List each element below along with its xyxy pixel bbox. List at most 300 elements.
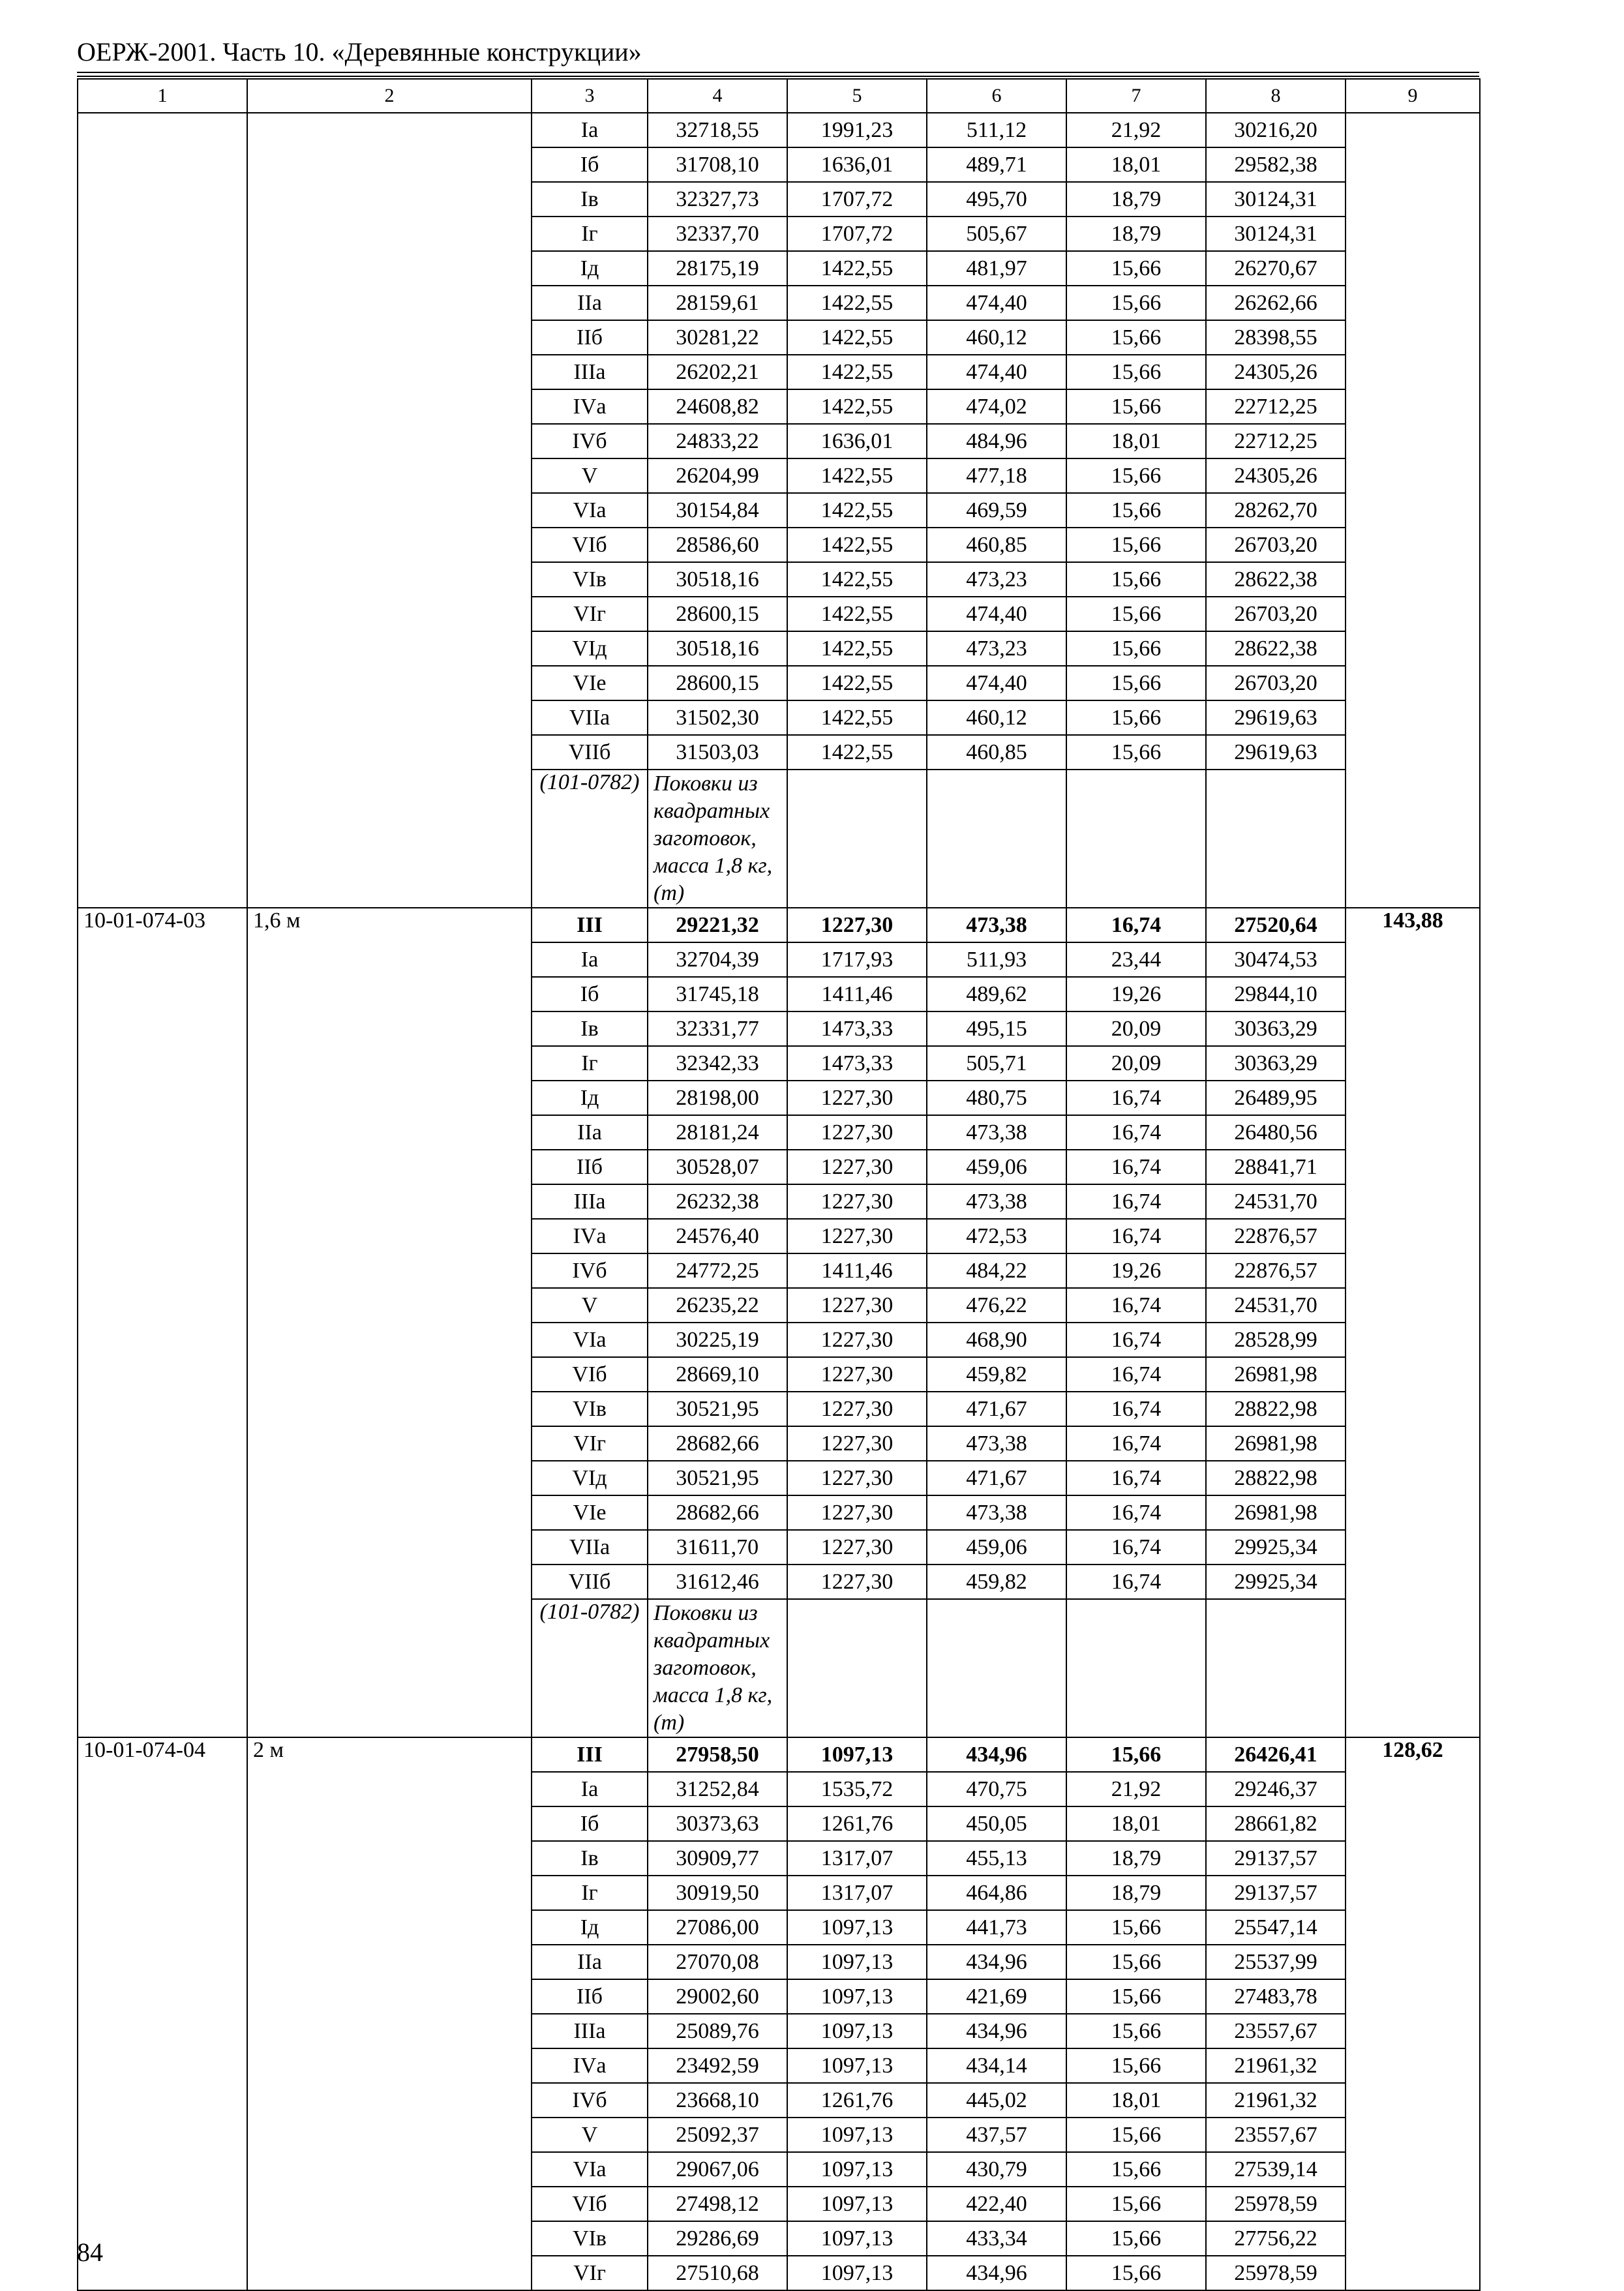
zone-cell: III <box>532 1737 648 1772</box>
value-cell-c5: 1422,55 <box>787 320 927 355</box>
item-code: 10-01-074-04 <box>83 1738 205 1762</box>
value-cell-c4: 26235,22 <box>648 1288 787 1323</box>
value-cell-c4: 31502,30 <box>648 700 787 735</box>
value-cell-c8: 30363,29 <box>1206 1046 1346 1081</box>
value-cell-c7: 15,66 <box>1066 251 1206 286</box>
value-cell-c7: 23,44 <box>1066 942 1206 977</box>
value-cell-c7: 15,66 <box>1066 1910 1206 1945</box>
value-cell-c6: 434,96 <box>927 2256 1066 2290</box>
column-number: 8 <box>1206 79 1346 113</box>
value-cell-c6: 473,38 <box>927 1495 1066 1530</box>
material-name: Поковки из квадратных заготовок, масса 1,8 кг, (т) <box>648 1599 787 1737</box>
value-cell-c8: 26262,66 <box>1206 286 1346 320</box>
value-cell-c8: 26480,56 <box>1206 1115 1346 1150</box>
value-cell-c6: 473,23 <box>927 562 1066 597</box>
value-cell-c6: 473,38 <box>927 1184 1066 1219</box>
zone-cell: IIб <box>532 1150 648 1184</box>
value-cell-c5: 1097,13 <box>787 2221 927 2256</box>
zone-cell: Iб <box>532 977 648 1011</box>
value-cell-c8: 29844,10 <box>1206 977 1346 1011</box>
value-cell-c4: 30909,77 <box>648 1841 787 1876</box>
table-row <box>78 1737 1480 1772</box>
value-cell-c4: 29002,60 <box>648 1979 787 2014</box>
zone-cell: IIа <box>532 286 648 320</box>
item-code: 10-01-074-03 <box>83 908 205 933</box>
value-cell-c7: 15,66 <box>1066 355 1206 389</box>
zone-cell: Iб <box>532 1806 648 1841</box>
value-cell-c8: 29246,37 <box>1206 1772 1346 1806</box>
value-cell-c6: 473,38 <box>927 908 1066 942</box>
value-cell-c8: 28822,98 <box>1206 1461 1346 1495</box>
value-cell-c5: 1991,23 <box>787 113 927 147</box>
value-cell <box>1206 1599 1346 1737</box>
value-cell-c8: 27539,14 <box>1206 2152 1346 2187</box>
zone-cell: V <box>532 1288 648 1323</box>
value-cell-c4: 32704,39 <box>648 942 787 977</box>
code-cell <box>78 908 247 1737</box>
zone-cell: Iд <box>532 251 648 286</box>
value-cell-c8: 26426,41 <box>1206 1737 1346 1772</box>
zone-cell: VIд <box>532 1461 648 1495</box>
value-cell-c5: 1227,30 <box>787 1323 927 1357</box>
value-cell-c7: 15,66 <box>1066 389 1206 424</box>
value-cell-c5: 1422,55 <box>787 735 927 770</box>
value-cell-c5: 1227,30 <box>787 1081 927 1115</box>
value-cell-c4: 31252,84 <box>648 1772 787 1806</box>
value-cell-c5: 1097,13 <box>787 1737 927 1772</box>
value-cell-c6: 474,40 <box>927 286 1066 320</box>
zone-cell: IVа <box>532 1219 648 1253</box>
total-cell <box>1346 1737 1480 2290</box>
column-number-row <box>78 79 1480 113</box>
value-cell-c5: 1422,55 <box>787 389 927 424</box>
value-cell-c7: 18,79 <box>1066 217 1206 251</box>
value-cell-c6: 445,02 <box>927 2083 1066 2118</box>
value-cell-c4: 28198,00 <box>648 1081 787 1115</box>
value-cell-c7: 20,09 <box>1066 1011 1206 1046</box>
code-cell <box>78 1737 247 2290</box>
value-cell-c8: 26981,98 <box>1206 1495 1346 1530</box>
value-cell-c7: 16,74 <box>1066 1461 1206 1495</box>
value-cell-c6: 460,85 <box>927 735 1066 770</box>
zone-cell: Iв <box>532 1841 648 1876</box>
zone-cell: VIб <box>532 1357 648 1392</box>
value-cell-c7: 15,66 <box>1066 493 1206 528</box>
value-cell-c7: 16,74 <box>1066 1184 1206 1219</box>
value-cell-c8: 24531,70 <box>1206 1288 1346 1323</box>
value-cell-c7: 16,74 <box>1066 1495 1206 1530</box>
value-cell-c8: 26981,98 <box>1206 1357 1346 1392</box>
value-cell-c6: 437,57 <box>927 2118 1066 2152</box>
zone-cell: IVб <box>532 2083 648 2118</box>
value-cell-c7: 16,74 <box>1066 1565 1206 1599</box>
value-cell-c6: 459,06 <box>927 1150 1066 1184</box>
value-cell-c5: 1097,13 <box>787 1945 927 1979</box>
value-cell-c4: 30521,95 <box>648 1392 787 1426</box>
value-cell-c4: 28586,60 <box>648 528 787 562</box>
value-cell-c4: 30521,95 <box>648 1461 787 1495</box>
value-cell-c4: 32718,55 <box>648 113 787 147</box>
value-cell-c7: 16,74 <box>1066 1323 1206 1357</box>
value-cell-c4: 30225,19 <box>648 1323 787 1357</box>
value-cell-c7: 16,74 <box>1066 1426 1206 1461</box>
value-cell-c6: 474,02 <box>927 389 1066 424</box>
value-cell-c8: 27483,78 <box>1206 1979 1346 2014</box>
value-cell-c6: 474,40 <box>927 355 1066 389</box>
column-number: 5 <box>787 79 927 113</box>
column-number: 6 <box>927 79 1066 113</box>
zone-cell: Iа <box>532 942 648 977</box>
value-cell-c5: 1227,30 <box>787 1288 927 1323</box>
column-number: 1 <box>78 79 247 113</box>
value-cell-c4: 30528,07 <box>648 1150 787 1184</box>
value-cell-c8: 24305,26 <box>1206 355 1346 389</box>
value-cell-c7: 15,66 <box>1066 2118 1206 2152</box>
zone-cell: Iб <box>532 147 648 182</box>
value-cell-c7: 18,79 <box>1066 1876 1206 1910</box>
value-cell-c6: 434,96 <box>927 1737 1066 1772</box>
price-table-body <box>78 79 1480 2290</box>
value-cell-c6: 484,22 <box>927 1253 1066 1288</box>
zone-cell: VIIа <box>532 700 648 735</box>
zone-cell: IIа <box>532 1115 648 1150</box>
value-cell-c6: 460,12 <box>927 320 1066 355</box>
zone-cell: Iа <box>532 113 648 147</box>
value-cell-c8: 24531,70 <box>1206 1184 1346 1219</box>
value-cell-c4: 30518,16 <box>648 631 787 666</box>
zone-cell: VIе <box>532 1495 648 1530</box>
value-cell-c6: 511,93 <box>927 942 1066 977</box>
value-cell-c8: 28841,71 <box>1206 1150 1346 1184</box>
value-cell-c6: 422,40 <box>927 2187 1066 2221</box>
value-cell-c5: 1473,33 <box>787 1011 927 1046</box>
value-cell-c8: 28262,70 <box>1206 493 1346 528</box>
value-cell-c5: 1227,30 <box>787 1461 927 1495</box>
value-cell-c8: 30363,29 <box>1206 1011 1346 1046</box>
name-cell <box>247 908 532 1737</box>
value-cell-c5: 1422,55 <box>787 493 927 528</box>
value-cell-c4: 23668,10 <box>648 2083 787 2118</box>
value-cell-c5: 1227,30 <box>787 1115 927 1150</box>
value-cell-c6: 469,59 <box>927 493 1066 528</box>
value-cell-c5: 1261,76 <box>787 2083 927 2118</box>
value-cell-c6: 468,90 <box>927 1323 1066 1357</box>
value-cell-c4: 27070,08 <box>648 1945 787 1979</box>
value-cell-c8: 29137,57 <box>1206 1876 1346 1910</box>
total-cell <box>1346 908 1480 1737</box>
total-value: 128,62 <box>1382 1738 1443 1762</box>
value-cell-c6: 477,18 <box>927 458 1066 493</box>
value-cell-c8: 26703,20 <box>1206 597 1346 631</box>
zone-cell: IVб <box>532 1253 648 1288</box>
value-cell-c6: 459,06 <box>927 1530 1066 1565</box>
value-cell-c6: 430,79 <box>927 2152 1066 2187</box>
value-cell-c8: 28661,82 <box>1206 1806 1346 1841</box>
table-row <box>78 908 1480 942</box>
zone-cell: VIе <box>532 666 648 700</box>
value-cell-c5: 1535,72 <box>787 1772 927 1806</box>
value-cell-c6: 473,38 <box>927 1115 1066 1150</box>
value-cell-c6: 481,97 <box>927 251 1066 286</box>
value-cell-c4: 30518,16 <box>648 562 787 597</box>
value-cell-c4: 28669,10 <box>648 1357 787 1392</box>
value-cell-c6: 471,67 <box>927 1392 1066 1426</box>
value-cell-c6: 470,75 <box>927 1772 1066 1806</box>
value-cell-c6: 434,14 <box>927 2048 1066 2083</box>
zone-cell: VIг <box>532 2256 648 2290</box>
item-name: 1,6 м <box>253 908 301 933</box>
column-number: 2 <box>247 79 532 113</box>
value-cell-c6: 441,73 <box>927 1910 1066 1945</box>
column-number: 4 <box>648 79 787 113</box>
value-cell-c8: 26981,98 <box>1206 1426 1346 1461</box>
value-cell-c8: 30124,31 <box>1206 217 1346 251</box>
value-cell-c4: 31503,03 <box>648 735 787 770</box>
zone-cell: VIг <box>532 597 648 631</box>
value-cell-c5: 1097,13 <box>787 2187 927 2221</box>
value-cell-c7: 16,74 <box>1066 1219 1206 1253</box>
value-cell-c8: 23557,67 <box>1206 2118 1346 2152</box>
value-cell-c8: 29925,34 <box>1206 1530 1346 1565</box>
value-cell-c4: 29221,32 <box>648 908 787 942</box>
value-cell-c7: 15,66 <box>1066 528 1206 562</box>
value-cell-c7: 18,79 <box>1066 182 1206 217</box>
value-cell-c7: 21,92 <box>1066 113 1206 147</box>
value-cell-c4: 24833,22 <box>648 424 787 458</box>
value-cell-c5: 1097,13 <box>787 2014 927 2048</box>
value-cell-c4: 28600,15 <box>648 597 787 631</box>
value-cell-c5: 1707,72 <box>787 217 927 251</box>
price-table <box>77 78 1481 2291</box>
value-cell-c4: 27510,68 <box>648 2256 787 2290</box>
value-cell-c5: 1422,55 <box>787 286 927 320</box>
value-cell-c7: 18,79 <box>1066 1841 1206 1876</box>
page-header: ОЕРЖ-2001. Часть 10. «Деревянные конструкции» <box>77 37 642 67</box>
value-cell-c4: 27086,00 <box>648 1910 787 1945</box>
zone-cell: IIIа <box>532 2014 648 2048</box>
value-cell-c8: 29582,38 <box>1206 147 1346 182</box>
zone-cell <box>787 770 927 908</box>
value-cell-c8: 26703,20 <box>1206 528 1346 562</box>
value-cell-c5: 1422,55 <box>787 355 927 389</box>
material-name: Поковки из квадратных заготовок, масса 1,8 кг, (т) <box>648 770 787 908</box>
value-cell-c5: 1227,30 <box>787 1219 927 1253</box>
zone-cell: VIIб <box>532 1565 648 1599</box>
zone-cell: Iг <box>532 217 648 251</box>
value-cell-c6: 421,69 <box>927 1979 1066 2014</box>
value-cell-c6: 489,71 <box>927 147 1066 182</box>
zone-cell: VIг <box>532 1426 648 1461</box>
zone-cell: V <box>532 2118 648 2152</box>
value-cell-c8: 27756,22 <box>1206 2221 1346 2256</box>
value-cell-c5: 1411,46 <box>787 977 927 1011</box>
column-number: 7 <box>1066 79 1206 113</box>
value-cell-c6: 480,75 <box>927 1081 1066 1115</box>
value-cell-c4: 28181,24 <box>648 1115 787 1150</box>
value-cell-c6: 473,23 <box>927 631 1066 666</box>
value-cell-c5: 1707,72 <box>787 182 927 217</box>
value-cell-c5: 1422,55 <box>787 597 927 631</box>
value-cell-c7: 18,01 <box>1066 1806 1206 1841</box>
zone-cell: VIа <box>532 493 648 528</box>
value-cell-c8: 29619,63 <box>1206 735 1346 770</box>
value-cell-c7: 15,66 <box>1066 2152 1206 2187</box>
page-number: 84 <box>77 2238 103 2267</box>
value-cell-c4: 24576,40 <box>648 1219 787 1253</box>
value-cell <box>927 1599 1066 1737</box>
value-cell-c7: 15,66 <box>1066 735 1206 770</box>
value-cell-c7: 15,66 <box>1066 2256 1206 2290</box>
value-cell-c4: 28159,61 <box>648 286 787 320</box>
zone-cell <box>787 1599 927 1737</box>
value-cell-c7: 21,92 <box>1066 1772 1206 1806</box>
value-cell-c7: 19,26 <box>1066 1253 1206 1288</box>
value-cell-c7: 18,01 <box>1066 147 1206 182</box>
value-cell-c6: 459,82 <box>927 1565 1066 1599</box>
value-cell-c4: 28600,15 <box>648 666 787 700</box>
value-cell-c8: 25978,59 <box>1206 2256 1346 2290</box>
value-cell-c4: 31612,46 <box>648 1565 787 1599</box>
value-cell-c7: 15,66 <box>1066 631 1206 666</box>
zone-cell: VIв <box>532 2221 648 2256</box>
value-cell-c5: 1097,13 <box>787 2118 927 2152</box>
value-cell-c7: 15,66 <box>1066 1945 1206 1979</box>
value-cell-c8: 28398,55 <box>1206 320 1346 355</box>
value-cell-c7: 16,74 <box>1066 1357 1206 1392</box>
total-cell <box>1346 113 1480 908</box>
value-cell-c4: 32342,33 <box>648 1046 787 1081</box>
zone-cell: Iг <box>532 1876 648 1910</box>
value-cell-c8: 29137,57 <box>1206 1841 1346 1876</box>
value-cell-c5: 1422,55 <box>787 562 927 597</box>
zone-cell: VIв <box>532 1392 648 1426</box>
value-cell-c4: 25092,37 <box>648 2118 787 2152</box>
value-cell-c8: 28622,38 <box>1206 562 1346 597</box>
value-cell-c6: 450,05 <box>927 1806 1066 1841</box>
value-cell-c4: 31708,10 <box>648 147 787 182</box>
material-code: (101-0782) <box>532 1599 648 1737</box>
value-cell-c8: 22876,57 <box>1206 1219 1346 1253</box>
value-cell-c8: 21961,32 <box>1206 2048 1346 2083</box>
value-cell-c4: 28175,19 <box>648 251 787 286</box>
zone-cell: IIа <box>532 1945 648 1979</box>
zone-cell: Iд <box>532 1910 648 1945</box>
value-cell-c5: 1422,55 <box>787 458 927 493</box>
value-cell-c7: 16,74 <box>1066 1530 1206 1565</box>
value-cell-c6: 511,12 <box>927 113 1066 147</box>
value-cell-c5: 1227,30 <box>787 1150 927 1184</box>
zone-cell: VIб <box>532 2187 648 2221</box>
value-cell-c4: 25089,76 <box>648 2014 787 2048</box>
value-cell-c6: 460,12 <box>927 700 1066 735</box>
value-cell-c8: 29925,34 <box>1206 1565 1346 1599</box>
value-cell-c5: 1717,93 <box>787 942 927 977</box>
value-cell-c4: 26204,99 <box>648 458 787 493</box>
value-cell-c7: 15,66 <box>1066 562 1206 597</box>
value-cell-c5: 1422,55 <box>787 251 927 286</box>
value-cell-c7: 15,66 <box>1066 320 1206 355</box>
value-cell-c5: 1636,01 <box>787 147 927 182</box>
zone-cell: Iд <box>532 1081 648 1115</box>
value-cell-c4: 26232,38 <box>648 1184 787 1219</box>
value-cell-c5: 1227,30 <box>787 1426 927 1461</box>
value-cell-c5: 1317,07 <box>787 1876 927 1910</box>
zone-cell: IIIа <box>532 1184 648 1219</box>
header-rule-bottom <box>77 76 1479 77</box>
code-cell <box>78 113 247 908</box>
zone-cell: Iв <box>532 182 648 217</box>
value-cell-c8: 24305,26 <box>1206 458 1346 493</box>
zone-cell: VIа <box>532 1323 648 1357</box>
value-cell-c4: 32331,77 <box>648 1011 787 1046</box>
value-cell-c6: 464,86 <box>927 1876 1066 1910</box>
value-cell-c6: 460,85 <box>927 528 1066 562</box>
value-cell-c6: 434,96 <box>927 1945 1066 1979</box>
value-cell-c5: 1227,30 <box>787 908 927 942</box>
value-cell-c4: 28682,66 <box>648 1426 787 1461</box>
value-cell-c6: 471,67 <box>927 1461 1066 1495</box>
value-cell-c5: 1422,55 <box>787 528 927 562</box>
item-name: 2 м <box>253 1738 284 1762</box>
value-cell-c8: 21961,32 <box>1206 2083 1346 2118</box>
value-cell-c5: 1227,30 <box>787 1357 927 1392</box>
value-cell-c8: 22876,57 <box>1206 1253 1346 1288</box>
value-cell <box>1206 770 1346 908</box>
value-cell-c6: 472,53 <box>927 1219 1066 1253</box>
zone-cell: VIв <box>532 562 648 597</box>
value-cell-c4: 30281,22 <box>648 320 787 355</box>
value-cell-c6: 434,96 <box>927 2014 1066 2048</box>
value-cell-c5: 1097,13 <box>787 2256 927 2290</box>
value-cell-c7: 16,74 <box>1066 908 1206 942</box>
value-cell-c6: 505,71 <box>927 1046 1066 1081</box>
value-cell-c8: 25537,99 <box>1206 1945 1346 1979</box>
value-cell-c6: 455,13 <box>927 1841 1066 1876</box>
value-cell-c5: 1636,01 <box>787 424 927 458</box>
zone-cell: VIб <box>532 528 648 562</box>
value-cell-c5: 1422,55 <box>787 631 927 666</box>
value-cell-c5: 1097,13 <box>787 1979 927 2014</box>
value-cell <box>1066 770 1206 908</box>
value-cell-c7: 19,26 <box>1066 977 1206 1011</box>
zone-cell: IIIа <box>532 355 648 389</box>
value-cell-c8: 29619,63 <box>1206 700 1346 735</box>
zone-cell: V <box>532 458 648 493</box>
value-cell-c4: 24772,25 <box>648 1253 787 1288</box>
value-cell-c7: 16,74 <box>1066 1288 1206 1323</box>
value-cell-c8: 25978,59 <box>1206 2187 1346 2221</box>
value-cell-c5: 1317,07 <box>787 1841 927 1876</box>
value-cell-c7: 15,66 <box>1066 2221 1206 2256</box>
value-cell-c5: 1422,55 <box>787 666 927 700</box>
value-cell-c6: 476,22 <box>927 1288 1066 1323</box>
value-cell-c8: 28822,98 <box>1206 1392 1346 1426</box>
value-cell-c5: 1261,76 <box>787 1806 927 1841</box>
value-cell-c8: 22712,25 <box>1206 389 1346 424</box>
value-cell-c8: 26270,67 <box>1206 251 1346 286</box>
value-cell-c4: 29067,06 <box>648 2152 787 2187</box>
value-cell-c4: 32327,73 <box>648 182 787 217</box>
value-cell-c7: 18,01 <box>1066 424 1206 458</box>
value-cell-c4: 23492,59 <box>648 2048 787 2083</box>
value-cell-c4: 30154,84 <box>648 493 787 528</box>
value-cell-c4: 28682,66 <box>648 1495 787 1530</box>
value-cell-c7: 20,09 <box>1066 1046 1206 1081</box>
value-cell-c5: 1097,13 <box>787 2048 927 2083</box>
column-number: 3 <box>532 79 648 113</box>
zone-cell: IVа <box>532 2048 648 2083</box>
value-cell-c8: 27520,64 <box>1206 908 1346 942</box>
